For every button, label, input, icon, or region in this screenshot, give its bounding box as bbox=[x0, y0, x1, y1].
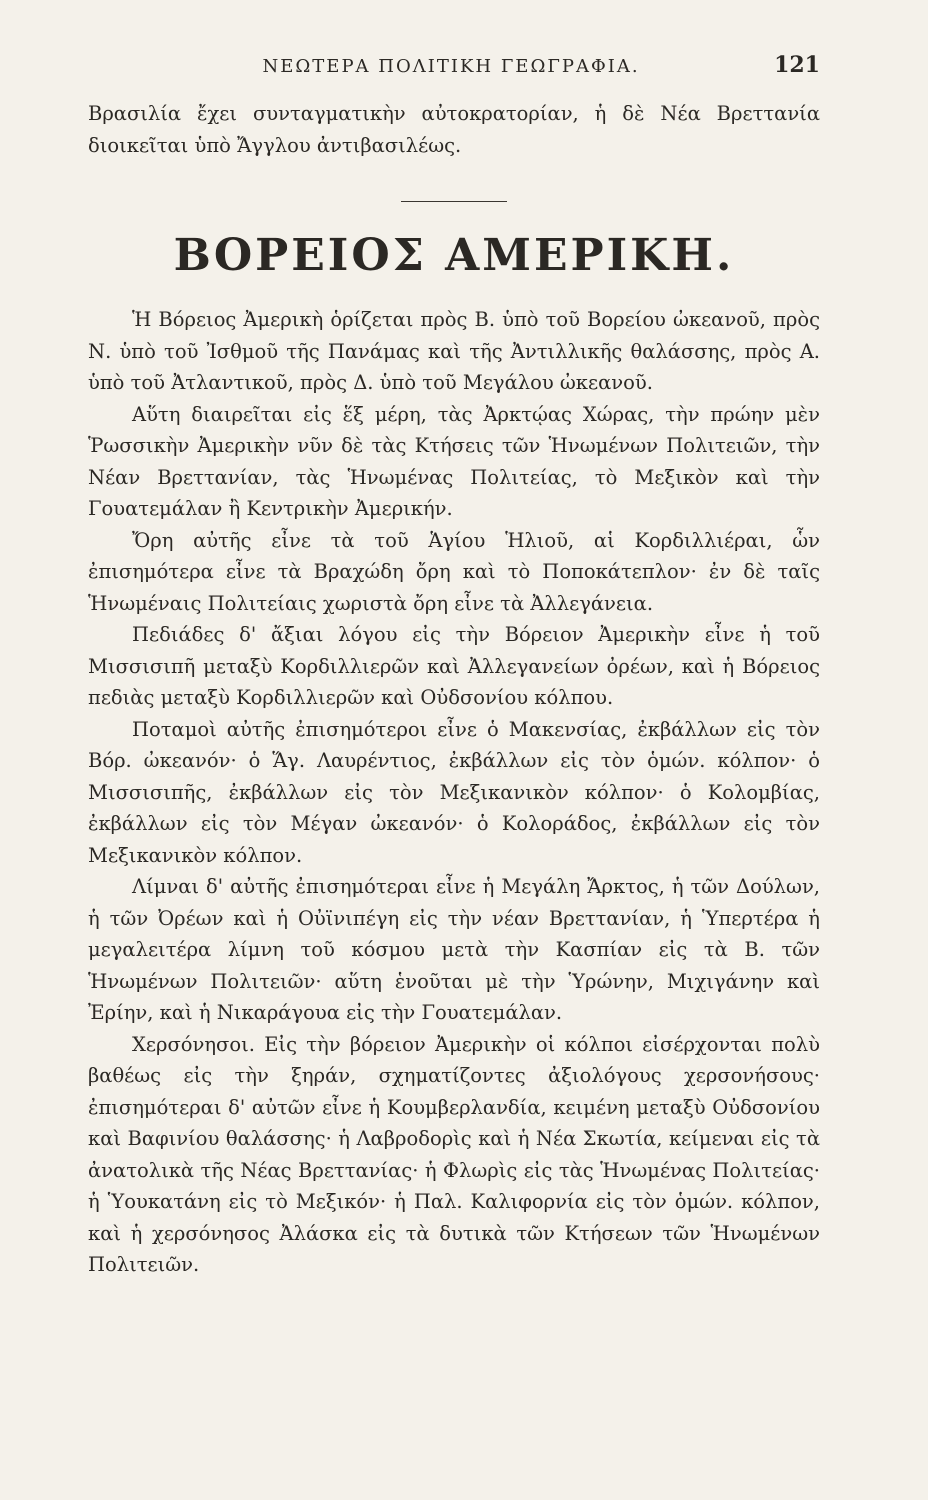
section-title: ΒΟΡΕΙΟΣ ΑΜΕΡΙΚΗ. bbox=[173, 230, 735, 281]
paragraph-mountains: Ὄρη αὐτῆς εἶνε τὰ τοῦ Ἁγίου Ἡλιοῦ, αἱ Κορδιλλιέραι, ὧν ἐπισημότερα εἶνε τὰ Βραχώδη ὄρη καὶ τὸ Ποποκάτεπλον· ἐν δὲ ταῖς Ἡνωμέναις Πολιτείαις χωριστὰ ὄρη εἶνε τὰ Ἀλλεγάνεια. bbox=[88, 528, 820, 615]
paragraph-boundaries: Ἡ Βόρειος Ἀμερικὴ ὁρίζεται πρὸς Β. ὑπὸ τοῦ Βορείου ὠκεανοῦ, πρὸς Ν. ὑπὸ τοῦ Ἰσθμοῦ τῆς Πανάμας καὶ τῆς Ἀντιλλικῆς θαλάσσης, πρὸς Α. ὑπὸ τοῦ Ἀτλαντικοῦ, πρὸς Δ. ὑπὸ τοῦ Μεγάλου ὠκεανοῦ. bbox=[88, 308, 820, 394]
paragraph-peninsulas: Χερσόνησοι. Εἰς τὴν βόρειον Ἀμερικὴν οἱ κόλποι εἰσέρχονται πολὺ βαθέως εἰς τὴν ξηράν, σχηματίζοντες ἀξιολόγους χερσονήσους· ἐπισημότεραι δ' αὐτῶν εἶνε ἡ Κουμβερλανδία, κειμένη μεταξὺ Οὐδσονίου καὶ Βαφινίου θαλάσσης· ἡ Λαβροδορὶς καὶ ἡ Νέα Σκωτία, κείμεναι εἰς τὰ ἀνατολικὰ τῆς Νέας Βρεττανίας· ἡ Φλωρὶς εἰς τὰς Ἡνωμένας Πολιτείας· ἡ Ὑουκατάνη εἰς τὸ Μεξικόν· ἡ Παλ. Καλιφορνία εἰς τὸν ὁμών. κόλπον, καὶ ἡ χερσόνησος Ἀλάσκα εἰς τὰ δυτικὰ τῶν Κτήσεων τῶν Ἡνωμένων Πολιτειῶν. bbox=[88, 1032, 820, 1276]
running-title: ΝΕΩΤΕΡΑ ΠΟΛΙΤΙΚΗ ΓΕΩΓΡΑΦΙΑ. bbox=[262, 56, 640, 77]
paragraph-plains: Πεδιάδες δ' ἄξιαι λόγου εἰς τὴν Βόρειον Ἀμερικὴν εἶνε ἡ τοῦ Μισσισιπῆ μεταξὺ Κορδιλλιερῶν καὶ Ἀλλεγανείων ὀρέων, καὶ ἡ Βόρειος πεδιὰς μεταξὺ Κορδιλλιερῶν καὶ Οὐδσονίου κόλπου. bbox=[88, 623, 820, 709]
page-header bbox=[88, 52, 820, 98]
paragraph-divisions: Αὕτη διαιρεῖται εἰς ἕξ μέρη, τὰς Ἀρκτῴας Χώρας, τὴν πρώην μὲν Ῥωσσικὴν Ἀμερικὴν νῦν δὲ τὰς Κτήσεις τῶν Ἡνωμένων Πολιτειῶν, τὴν Νέαν Βρεττανίαν, τὰς Ἡνωμένας Πολιτείας, τὸ Μεξικὸν καὶ τὴν Γουατεμάλαν ἢ Κεντρικὴν Ἀμερικήν. bbox=[88, 402, 820, 520]
intro-paragraph: Βρασιλία ἔχει συνταγματικὴν αὐτοκρατορίαν, ἡ δὲ Νέα Βρεττανία διοικεῖται ὑπὸ Ἄγγλου ἀντιβασιλέως. bbox=[88, 102, 820, 157]
section-divider bbox=[401, 201, 507, 202]
paragraph-lakes: Λίμναι δ' αὐτῆς ἐπισημότεραι εἶνε ἡ Μεγάλη Ἄρκτος, ἡ τῶν Δούλων, ἡ τῶν Ὀρέων καὶ ἡ Οὐϊνιπέγη εἰς τὴν νέαν Βρεττανίαν, ἡ Ὑπερτέρα ἡ μεγαλειτέρα λίμνη τοῦ κόσμου μετὰ τὴν Κασπίαν εἰς τὰ Β. τῶν Ἡνωμένων Πολιτειῶν· αὕτη ἑνοῦται μὲ τὴν Ὑρώνην, Μιχιγάνην καὶ Ἐρίην, καὶ ἡ Νικαράγουα εἰς τὴν Γουατεμάλαν. bbox=[88, 875, 820, 1024]
page-number: 121 bbox=[774, 52, 820, 78]
paragraph-rivers: Ποταμοὶ αὐτῆς ἐπισημότεροι εἶνε ὁ Μακενσίας, ἐκβάλλων εἰς τὸν Βόρ. ὠκεανόν· ὁ Ἅγ. Λαυρέντιος, ἐκβάλλων εἰς τὸν ὁμών. κόλπον· ὁ Μισσισιπῆς, ἐκβάλλων εἰς τὸν Μεξικανικὸν κόλπον· ὁ Κολομβίας, ἐκβάλλων εἰς τὸν Μέγαν ὠκεανόν· ὁ Κολοράδος, ἐκβάλλων εἰς τὸν Μεξικανικὸν κόλπον. bbox=[88, 717, 820, 867]
